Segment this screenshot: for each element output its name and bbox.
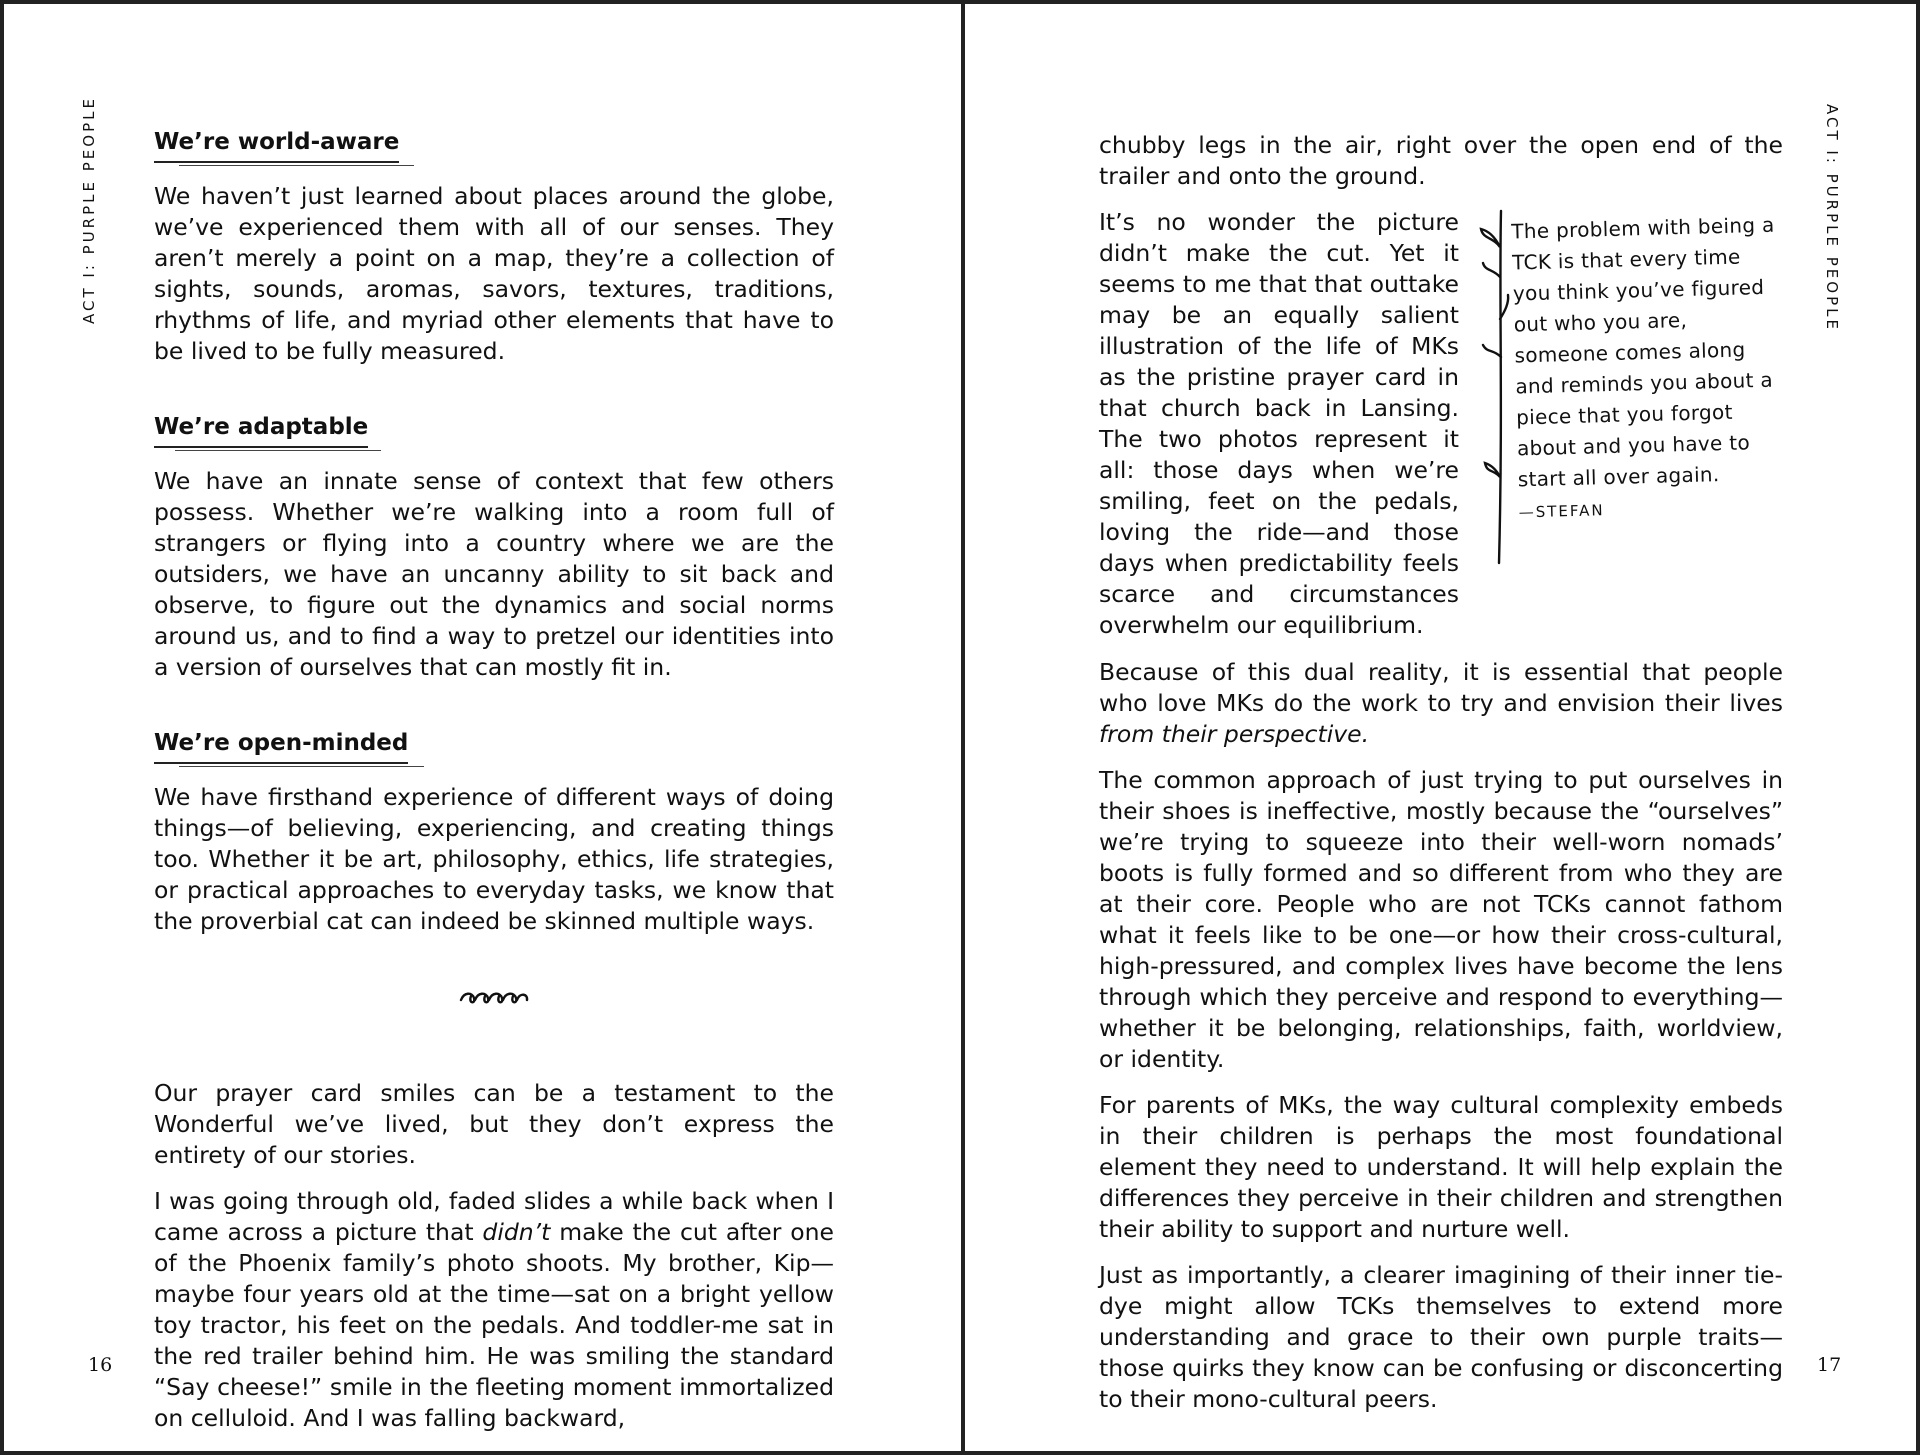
page-number-right: 17 xyxy=(1817,1354,1842,1376)
paragraph-no-wonder: It’s no wonder the picture didn’t make the cut. Yet it seems to me that that outtake may be an equally salient illustration of the life of MKs as the pristine prayer card in that church back in Lansing. The two photos represent it all: those days when we’re smiling, feet on the pedals, loving the ride—and those days when predictability feels scarce and circumstances overwhelm our equilibrium. xyxy=(1099,208,1459,639)
ornament-divider xyxy=(154,985,834,1016)
pull-quote-attribution: —STEFAN xyxy=(1518,501,1605,522)
pull-quote-text: The problem with being a TCK is that every time you think you’ve figured out who you are, someone comes along and reminds you about a piece that you forgot about and you have to start all over again. xyxy=(1511,212,1775,492)
emphasis-text: from their perspective. xyxy=(1099,720,1370,748)
running-head-right: ACT I: PURPLE PEOPLE xyxy=(1823,104,1841,332)
running-head-left: ACT I: PURPLE PEOPLE xyxy=(80,96,98,324)
flourish-icon xyxy=(458,989,530,1007)
page-number-left: 16 xyxy=(88,1354,113,1376)
section-heading: We’re world-aware xyxy=(154,127,399,163)
paragraph-prayer-card: Our prayer card smiles can be a testament to the Wonderful we’ve lived, but they don’t express the entirety of our stories. xyxy=(154,1079,834,1169)
section-open-minded xyxy=(154,727,834,937)
right-text-column xyxy=(1099,130,1783,1430)
left-page xyxy=(4,4,961,1455)
text-run: make the cut after one of the Phoenix family’s photo shoots. My brother, Kip—maybe four years old at the time—sat on a bright yellow toy tractor, his feet on the pedals. And toddler-me sat in the red trailer behind him. He was smiling the standard “Say cheese!” smile in the fleeting moment immortalized on celluloid. And I was falling backward, xyxy=(154,1218,834,1432)
paragraph-dual-reality xyxy=(1099,657,1783,750)
right-page xyxy=(965,4,1920,1455)
text-run: Because of this dual reality, it is essential that people who love MKs do the work to try and envision their lives xyxy=(1099,658,1783,717)
emphasis-text: didn’t xyxy=(482,1218,551,1246)
section-body: We haven’t just learned about places around the globe, we’ve experienced them with all of our senses. They aren’t merely a point on a map, they’re a collection of sights, sounds, aromas, savors, textures, traditions, rhythms of life, and myriad other elements that have to be lived to be fully measured. xyxy=(154,182,834,365)
section-body: We have an innate sense of context that few others possess. Whether we’re walking into a room full of strangers or flying into a country where we are the outsiders, we have an uncanny ability to sit back and observe, to figure out the dynamics and social norms around us, and to find a way to pretzel our identities into a version of ourselves that can mostly fit in. xyxy=(154,467,834,681)
section-body: We have firsthand experience of different ways of doing things—of believing, experiencing, and creating things too. Whether it be art, philosophy, ethics, life strategies, or practical approaches to everyday tasks, we know that the proverbial cat can indeed be skinned multiple ways. xyxy=(154,783,834,935)
section-heading: We’re open-minded xyxy=(154,728,408,764)
paragraph-importantly: Just as importantly, a clearer imagining of their inner tie-dye might allow TCKs themselves to extend more understanding and grace to their own purple traits—those quirks they know can be confusing or disconcerting to their mono-cultural peers. xyxy=(1099,1261,1783,1413)
section-heading: We’re adaptable xyxy=(154,412,368,448)
left-text-column xyxy=(154,126,834,1449)
pull-quote-wrap xyxy=(1099,207,1783,641)
text-run: I was going through old, faded slides a while back when I came across a picture that xyxy=(154,1187,834,1246)
section-world-aware xyxy=(154,126,834,367)
pull-quote xyxy=(1511,210,1783,529)
paragraph-continued: chubby legs in the air, right over the open end of the trailer and onto the ground. xyxy=(1099,131,1783,190)
paragraph-parents: For parents of MKs, the way cultural complexity embeds in their children is perhaps the most foundational element they need to understand. It will help explain the differences they perceive in their children and strengthen their ability to support and nurture well. xyxy=(1099,1091,1783,1243)
vine-divider-icon xyxy=(1475,207,1511,567)
paragraph-slides xyxy=(154,1186,834,1434)
section-adaptable xyxy=(154,411,834,683)
paragraph-common-approach: The common approach of just trying to put ourselves in their shoes is ineffective, mostly because the “ourselves” we’re trying to squeeze into their well-worn nomads’ boots is fully formed and so different from who they are at their core. People who are not TCKs cannot fathom what it feels like to be one—or how their cross-cultural, high-pressured, and complex lives have become the lens through which they perceive and respond to everything—whether it be belonging, relationships, faith, worldview, or identity. xyxy=(1099,766,1783,1073)
